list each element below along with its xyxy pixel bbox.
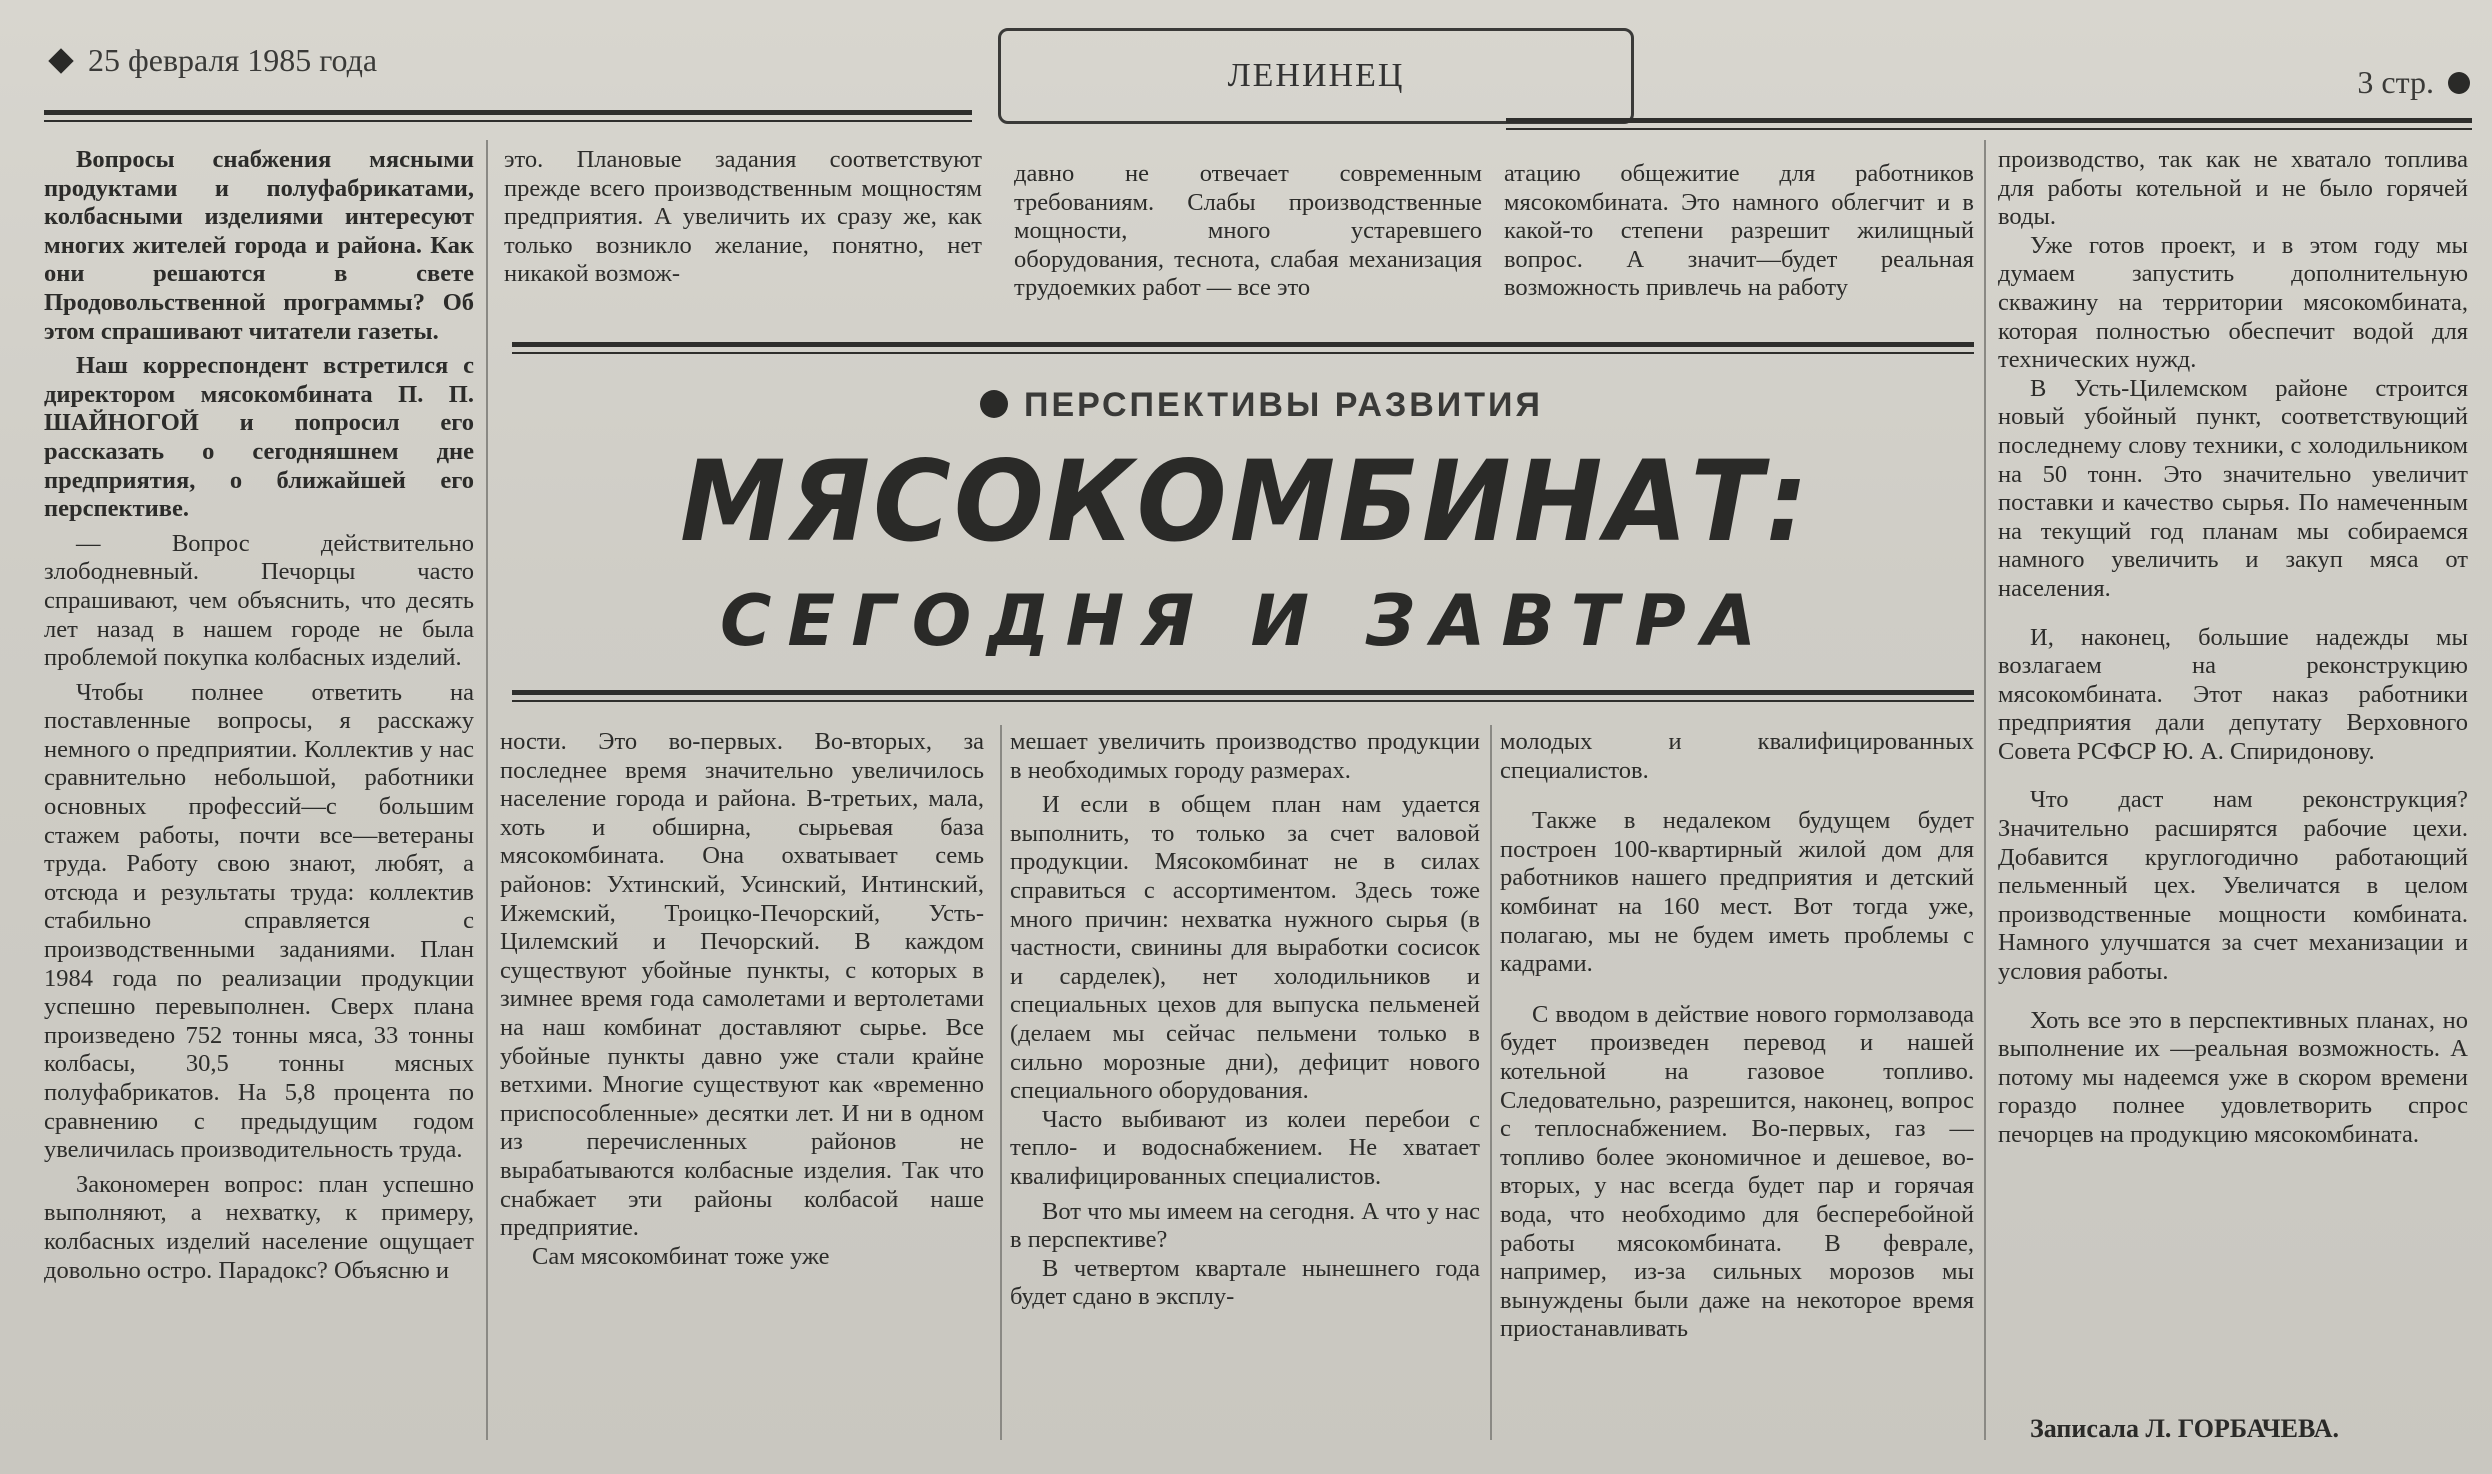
paragraph: давно не отвечает современным требованиям. Слабы производственные мощности, много устаревшего оборудования, теснота, слабая механизация трудоемких работ — все это	[1014, 160, 1482, 302]
headline-rule-bottom-thin	[512, 700, 1974, 702]
paragraph: Уже готов проект, и в этом году мы думаем запустить дополнительную скважину на территории мясокомбината, которая полностью обеспечит водой для технических нужд.	[1998, 231, 2468, 374]
headline-rule-top-thin	[512, 352, 1974, 354]
column-divider-1	[486, 140, 488, 1440]
paragraph: С вводом в действие нового гормолзавода будет произведен перевод и нашей котельной на газовое топливо. Следовательно, разрешится, наконец, вопрос с теплоснабжением. Во-первых, газ — топливо более экономичное и дешевое, во-вторых, у нас всегда будет пар и горячая вода, что необходимо для бесперебойной работы мясокомбината. В феврале, например, из-за сильных морозов мы вынуждены были даже на некоторое время приостанавливать	[1500, 1000, 1974, 1343]
column-1	[44, 146, 474, 1440]
paragraph: Сам мясокомбинат тоже уже	[532, 1242, 830, 1270]
newspaper-title-text: ЛЕНИНЕЦ	[1227, 57, 1405, 94]
paragraph: Что даст нам реконструкция? Значительно расширятся рабочие цехи. Добавится круглогодично работающий пельменный цех. Увеличатся в целом производственные мощности комбината. Намного улучшатся за счет механизации и условия работы.	[1998, 786, 2468, 986]
paragraph: ности. Это во-первых. Во-вторых, за последнее время значительно увеличилось население города и района. В-третьих, мала, хоть и обширна, сырьевая база мясокомбината. Она охватывает семь районов: Ухтинский, Усинский, Интинский, Ижемский, Троицко-Печорский, Усть-Цилемский и Печорский. В каждом существуют убойные пункты, с которых в зимнее время года самолетами и вертолетами на наш комбинат доставляют сырье. Все убойные пункты давно уже стали крайне ветхими. Многие существуют как «временно приспособленные» десятки лет. И ни в одном из перечисленных районов не вырабатываются колбасные изделия. Так что снабжает эти районы колбасой наше предприятие.	[500, 728, 984, 1242]
paragraph: И, наконец, большие надежды мы возлагаем на реконструкцию мясокомбината. Этот наказ работники предприятия дали депутату Верховного Совета РСФСР Ю. А. Спиридонову.	[1998, 623, 2468, 765]
page-number-text: 3 стр.	[2357, 64, 2434, 100]
headline: МЯСОКОМБИНАТ:	[680, 436, 1812, 567]
paragraph: — Вопрос действительно злободневный. Печорцы часто спрашивают, чем объяснить, что десять лет назад в нашем городе не была проблемой покупка колбасных изделий.	[44, 529, 474, 672]
paragraph: В Усть-Цилемском районе строится новый убойный пункт, соответствующий последнему слову техники, с холодильником на 50 тонн. Это значительно увеличит поставки и качество сырья. По намеченным на текущий год планам мы собираемся намного увеличить и закуп мяса от населения.	[1998, 374, 2468, 602]
column-2-top	[504, 146, 982, 336]
paragraph: В четвертом квартале нынешнего года будет сдано в эксплу-	[1010, 1254, 1480, 1311]
author-signature: Записала Л. ГОРБАЧЕВА.	[2030, 1414, 2339, 1443]
paragraph: Чтобы полнее ответить на поставленные вопросы, я расскажу немного о предприятии. Коллектив у нас сравнительно небольшой, работники основных профессий—с большим стажем работы, почти все—ветераны труда. Работу свою знают, любят, а отсюда и результаты труда: коллектив стабильно справляется с производственными заданиями. План 1984 года по реализации продукции успешно перевыполнен. Сверх плана произведено 752 тонны мяса, 33 тонны колбасы, 30,5 тонны мясных полуфабрикатов. На 5,8 процента по сравнению с предыдущим годом увеличилась производительность труда.	[44, 678, 474, 1164]
column-4-bottom	[1500, 728, 1974, 1440]
paragraph: Закономерен вопрос: план успешно выполняют, а нехватку, к примеру, колбасных изделий население ощущает довольно остро. Парадокс? Объясню и	[44, 1170, 474, 1284]
column-5	[1998, 146, 2468, 1408]
paragraph: мешает увеличить производство продукции в необходимых городу размерах.	[1010, 728, 1480, 784]
article-lead: Вопросы снабжения мясными продуктами и полуфабрикатами, колбасными изделиями интересуют многих жителей города и района. Как они решаются в свете Продовольственной программы? Об этом спрашивают читатели газеты.	[44, 146, 474, 345]
column-3-bottom	[1010, 728, 1480, 1440]
column-divider-2	[1000, 725, 1002, 1440]
paragraph: производство, так как не хватало топлива для работы котельной и не было горячей воды.	[1998, 146, 2468, 231]
paragraph: И если в общем план нам удается выполнить, то только за счет валовой продукции. Мясокомбинат не в силах справиться с ассортиментом. Здесь тоже много причин: нехватка нужного сырья (в частности, свинины для выработки сосисок и сарделек), нет холодильников и специальных цехов для выпуска пельменей (делаем мы сейчас пельмени только в сильно морозные дни), дефицит нового специального оборудования.	[1010, 791, 1480, 1105]
paragraph: Вот что мы имеем на сегодня. А что у нас в перспективе?	[1010, 1197, 1480, 1254]
newspaper-title	[998, 28, 1634, 124]
paragraph: атацию общежитие для работников мясокомбината. Это намного облегчит и в какой-то степени разрешит жилищный вопрос. А значит—будет реальная возможность привлечь на работу	[1504, 160, 1974, 302]
paragraph: Хоть все это в перспективных планах, но выполнение их —реальная возможность. А потому мы надеемся уже в скором времени гораздо полнее удовлетворить спрос печорцев на продукцию мясокомбината.	[1998, 1006, 2468, 1148]
header-rule-left-thin	[44, 120, 972, 122]
header-rule-right-thin	[1506, 128, 2472, 130]
bullet-dot-icon	[2448, 72, 2470, 94]
page-number	[2357, 64, 2470, 101]
issue-date	[52, 42, 377, 79]
subheadline: СЕГОДНЯ И ЗАВТРА	[720, 580, 1772, 662]
article-intro: Наш корреспондент встретился с директором мясокомбината П. П. ШАЙНОГОЙ и попросил его рассказать о сегодняшнем дне предприятия, о ближайшей его перспективе.	[44, 352, 474, 523]
column-4-top	[1504, 160, 1974, 340]
column-divider-3	[1490, 725, 1492, 1440]
header-rule-left	[44, 110, 972, 115]
rubric	[980, 386, 1580, 425]
paragraph: Также в недалеком будущем будет построен 100-квартирный жилой дом для работников нашего предприятия и детский комбинат на 160 мест. Вот тогда уже, полагаю, мы не будем иметь проблемы с кадрами.	[1500, 807, 1974, 978]
column-2-bottom	[500, 728, 984, 1440]
column-divider-5	[1984, 140, 1986, 1440]
rubric-text: ПЕРСПЕКТИВЫ РАЗВИТИЯ	[1024, 386, 1543, 424]
paragraph: это. Плановые задания соответствуют прежде всего производственным мощностям предприятия. А увеличить их сразу же, как только возникло желание, понятно, нет никакой возмож-	[504, 146, 982, 288]
paragraph: молодых и квалифицированных специалистов.	[1500, 728, 1974, 784]
headline-rule-top	[512, 342, 1974, 347]
header-rule-right	[1506, 118, 2472, 123]
paragraph: Часто выбивают из колеи перебои с тепло- и водоснабжением. Не хватает квалифицированных специалистов.	[1010, 1105, 1480, 1190]
column-3-top	[1014, 160, 1482, 340]
rubric-dot-icon	[980, 390, 1008, 418]
diamond-icon	[48, 48, 73, 73]
issue-date-text: 25 февраля 1985 года	[88, 42, 378, 78]
headline-rule-bottom	[512, 690, 1974, 695]
